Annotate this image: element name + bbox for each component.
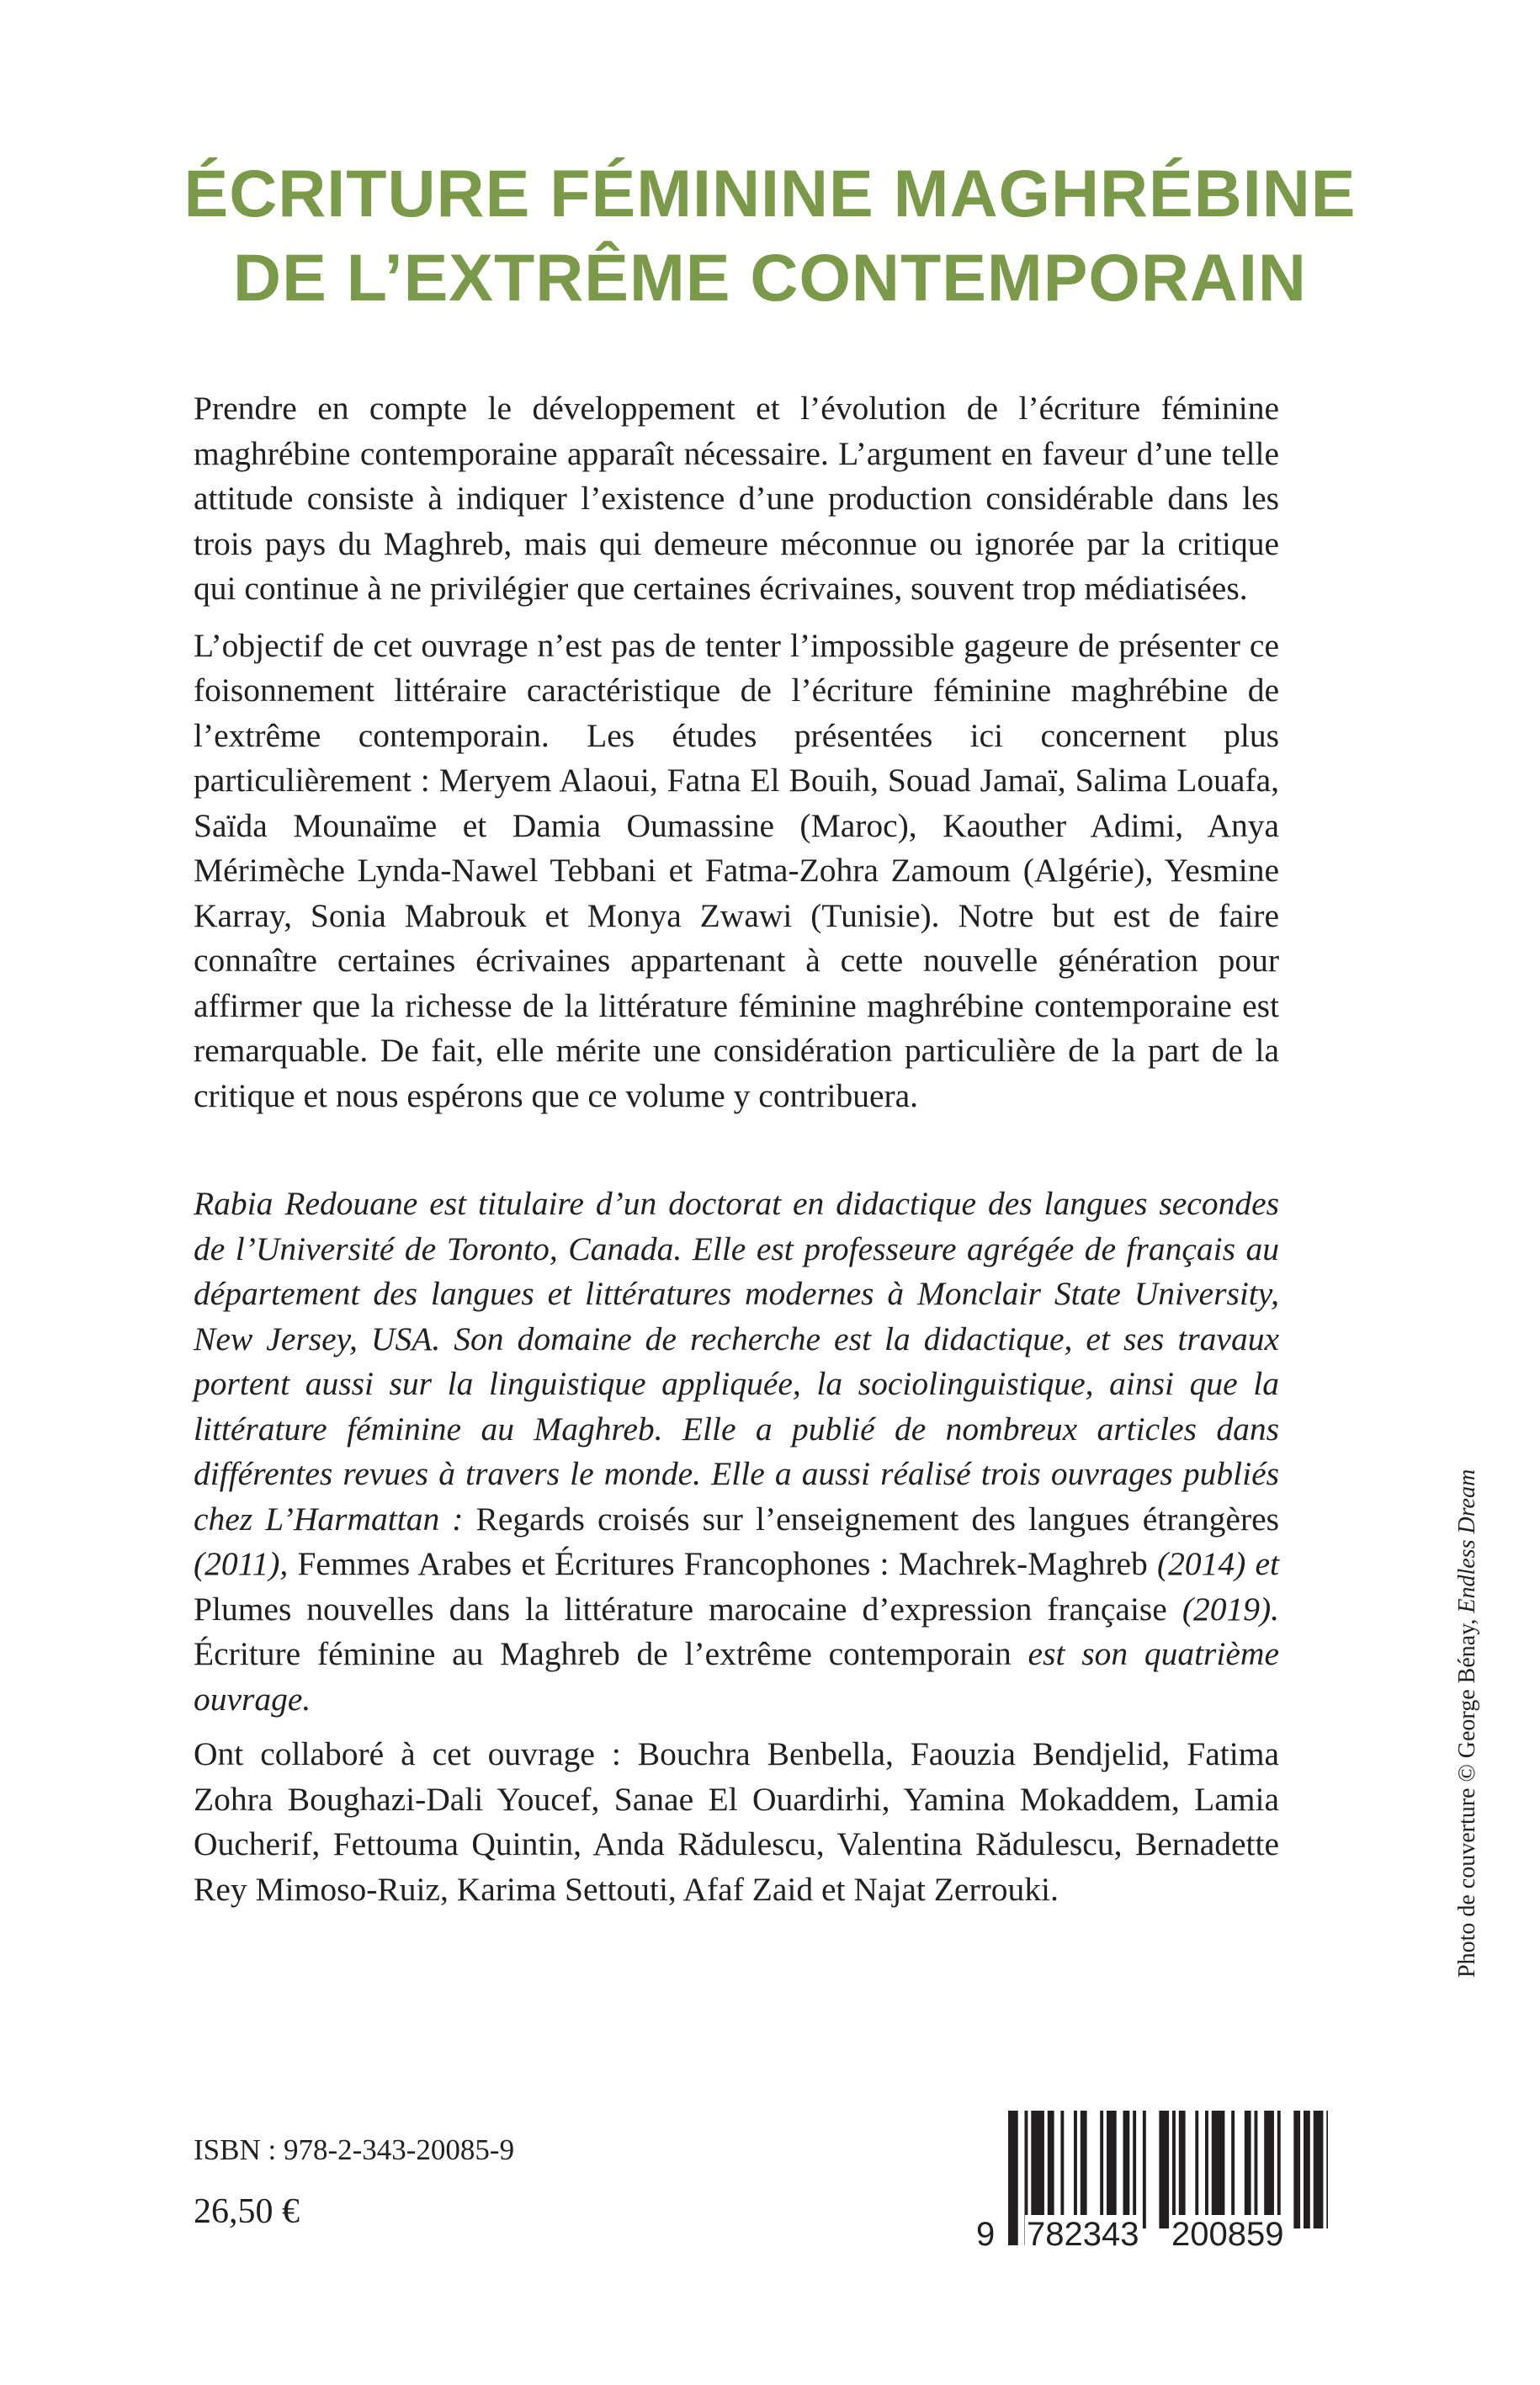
summary-paragraph-2: L’objectif de cet ouvrage n’est pas de tenter l’impossible gageure de présenter ce foisonnement littéraire caractéristique de l’écriture féminine maghrébine de l’extrême contemporain. Les études présentées ici concernent plus particulièrement : Meryem Alaoui, Fatna El Bouih, Souad Jamaï, Salima Louafa, Saïda Mounaïme et Damia Oumassine (Maroc), Kaouther Adimi, Anya Mérimèche Lynda-Nawel Tebbani et Fatma-Zohra Zamoum (Algérie), Yesmine Karray, Sonia Mabrouk et Monya Zwawi (Tunisie). Notre but est de faire connaître certaines écrivaines appartenant à cette nouvelle génération pour affirmer que la richesse de la littérature féminine maghrébine contemporaine est remarquable. De fait, elle mérite une considération particulière de la part de la critique et nous espérons que ce volume y contribuera. (194, 626, 1279, 1114)
photo-credit-text: Photo de couverture © George Bénay, (1454, 1612, 1480, 1978)
bio-paragraph (194, 1182, 1279, 1722)
collaborators-text: Ont collaboré à cet ouvrage : Bouchra Benbella, Faouzia Bendjelid, Fatima Zohra Boughazi-Dali Youcef, Sanae El Ouardirhi, Yamina Mokaddem, Lamia Oucherif, Fettouma Quintin, Anda Rădulescu, Valentina Rădulescu, Bernadette Rey Mimoso-Ruiz, Karima Settouti, Afaf Zaid et Najat Zerrouki. (194, 1735, 1279, 1908)
bio-text-1: Rabia Redouane est titulaire d’un doctorat en didactique des langues secondes de l’Université de Toronto, Canada. Elle est professeure agrégée de français au département des langues et littératures modernes à Monclair State University, New Jersey, USA. Son domaine de recherche est la didactique, et ses travaux portent aussi sur la linguistique appliquée, la sociolinguistique, ainsi que la littérature féminine au Maghreb. Elle a publié de nombreux articles dans différentes revues à travers le monde. Elle a aussi réalisé trois ouvrages publiés chez L’Harmattan : (194, 1185, 1279, 1538)
photo-work-title: Endless Dream (1454, 1469, 1480, 1613)
barcode-bar (1255, 2111, 1258, 2228)
barcode-bar (1074, 2111, 1077, 2228)
barcode-bar (1195, 2111, 1198, 2228)
barcode-bar (1143, 2111, 1146, 2228)
barcode-bar (1159, 2111, 1169, 2228)
bio-book-title-1: Regards croisés sur l’enseignement des langues étrangères (475, 1500, 1279, 1538)
barcode-bar (1245, 2111, 1251, 2228)
barcode-bar (1179, 2111, 1186, 2228)
barcode-bar (1100, 2111, 1103, 2228)
collaborators (194, 1732, 1279, 1912)
barcode-bar (1133, 2111, 1136, 2228)
barcode-bar (1048, 2111, 1054, 2228)
barcode-bar (1205, 2111, 1208, 2228)
title-line-2: DE L’EXTRÊME CONTEMPORAIN (233, 240, 1307, 315)
bio-text-2: (2011), (194, 1545, 298, 1582)
barcode-bar (1060, 2111, 1064, 2228)
isbn: ISBN : 978-2-343-20085-9 (194, 2133, 515, 2166)
summary-paragraph-1: Prendre en compte le développement et l’évolution de l’écriture féminine maghrébine contemporaine apparaît nécessaire. L’argument en faveur d’une telle attitude consiste à indiquer l’existence d’une production considérable dans les trois pays du Maghreb, mais qui demeure méconnue ou ignorée par la critique qui continue à ne privilégier que certaines écrivaines, souvent trop médiatisées. (194, 390, 1279, 607)
barcode-digits (974, 2215, 1330, 2254)
barcode-bar (1107, 2111, 1117, 2228)
barcode-right-digits: 200859 (1171, 2216, 1284, 2253)
title-line-1: ÉCRITURE FÉMININE MAGHRÉBINE (183, 156, 1357, 231)
barcode-first-digit: 9 (976, 2216, 996, 2253)
book-summary (194, 386, 1279, 1118)
barcode-bar (1304, 2111, 1310, 2228)
bio-book-title-4: Écriture féminine au Maghreb de l’extrême contemporain (194, 1635, 1012, 1672)
barcode-bar (1293, 2111, 1300, 2228)
photo-credit (1453, 1422, 1482, 1978)
barcode-bar (1172, 2111, 1176, 2228)
price: 26,50 € (194, 2192, 300, 2231)
barcode-bar (1277, 2111, 1281, 2228)
bio-text-5: est son quatrième ouvrage. (194, 1635, 1279, 1718)
barcode-bar (1326, 2111, 1328, 2228)
barcode-left-digits: 782343 (1027, 2216, 1139, 2253)
barcode-bar (1264, 2111, 1274, 2228)
bio-book-title-2: Femmes Arabes et Écritures Francophones : Machrek-Maghreb (297, 1545, 1148, 1582)
book-title (0, 151, 1540, 320)
bio-book-title-3: Plumes nouvelles dans la littérature marocaine d’expression française (194, 1590, 1167, 1628)
barcode (974, 2111, 1330, 2254)
bio-text-3: (2014) et (1147, 1545, 1279, 1582)
barcode-bar (1031, 2111, 1044, 2228)
barcode-bar (1081, 2111, 1087, 2228)
barcode-bar (1314, 2111, 1324, 2228)
author-biography (194, 1182, 1279, 1722)
bio-text-4: (2019). (1166, 1590, 1280, 1628)
barcode-bar (1123, 2111, 1130, 2228)
